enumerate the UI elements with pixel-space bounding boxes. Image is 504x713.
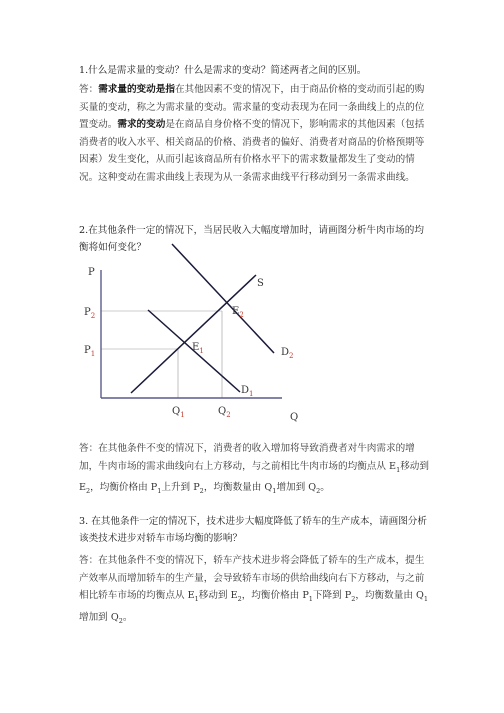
answer-1-text-b: 是在商品自身价格不变的情况下，影响需求的其他因素（包括消费者的收入水平、相关商品的价格、消费者的偏好、消费者对商品的价格预期等因素）发生变化，从而引起该商品所有价格水平下的需求数量都发生了变动的情况。这种变动在需求曲线上表现为从一条需求曲线平行移动到另一条需求曲线。 xyxy=(79,119,425,183)
label-p2: $P_2$ xyxy=(84,307,96,320)
label-p1: $P_1$ xyxy=(84,345,96,358)
supply-curve-s xyxy=(131,275,256,393)
label-q1: $Q_1$ xyxy=(172,406,185,419)
question-2: 2.在其他条件一定的情况下，当居民收入大幅度增加时，请画图分析牛肉市场的均衡将如何变化？ xyxy=(79,225,424,253)
label-e2: $E_2$ xyxy=(232,306,244,319)
label-q2: $Q_2$ xyxy=(218,406,231,419)
label-d1: $D_1$ xyxy=(241,385,254,398)
axis-x-label: Q xyxy=(290,412,299,423)
question-1: 1.什么是需求量的变动？什么是需求的变动？简述两者之间的区别。 xyxy=(79,65,367,76)
label-s: S xyxy=(257,278,264,289)
question-3: 3. 在其他条件一定的情况下，技术进步大幅度降低了轿车的生产成本，请画图分析该类技术进步对轿车市场均衡的影响？ xyxy=(79,516,427,544)
label-e1: $E_1$ xyxy=(192,342,204,355)
answer-2: 答：在其他条件不变的情况下，消费者的收入增加将导致消费者对牛肉需求的增加，牛肉市场的需求曲线向右上方移动，与之前相比牛肉市场的均衡点从 $E_1$移动到 $E_2$，均衡价格由 $P_1$上升到 $P_2$，均衡数量由 $Q_1$增加到 $Q_2$。 xyxy=(79,443,429,495)
term-demand-change: 需求的变动 xyxy=(117,119,166,131)
axis-y-label: P xyxy=(88,267,95,278)
demand-curve-d2 xyxy=(172,244,274,353)
answer-1-text-a: 在其他因素不变的情况下，由于商品价格的变动而引起的购买量的变动，称之为需求量的变动。需求量的变动表现为在同一条曲线上的点的位置变动。 xyxy=(79,84,425,131)
label-d2: $D_2$ xyxy=(281,347,294,360)
term-demand-quantity-change: 需求量的变动是指 xyxy=(98,84,175,95)
answer-3: 答：在其他条件不变的情况下，轿车产技术进步将会降低了轿车的生产成本，提生产效率从而增加轿车的生产量，会导致轿车市场的供给曲线向右下方移动，与之前相比轿车市场的均衡点从 $E_1$移动到 $E_2$，均衡价格由 $P_1$下降到 $P_2$，均衡数量由 $Q_1$增加到 $Q_2$。 xyxy=(79,555,428,625)
answer-prefix: 答： xyxy=(79,84,99,95)
